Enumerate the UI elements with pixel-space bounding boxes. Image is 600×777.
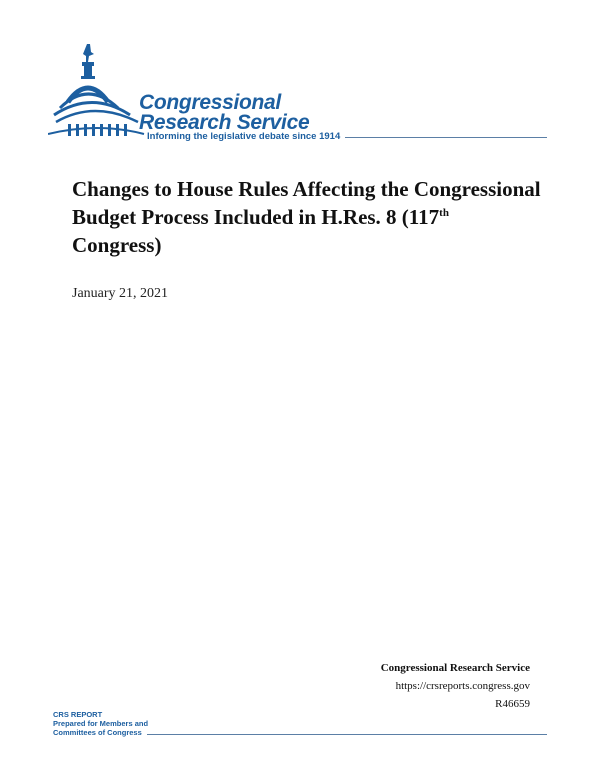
footer-line1: CRS REPORT	[53, 710, 103, 719]
footer-divider	[147, 734, 547, 735]
publisher-url[interactable]: https://crsreports.congress.gov	[395, 680, 530, 692]
report-number: R46659	[495, 698, 530, 710]
capitol-dome-icon	[48, 42, 148, 142]
footer-crs-report	[53, 710, 148, 737]
logo-tagline: Informing the legislative debate since 1914	[147, 131, 341, 142]
crs-logo	[48, 42, 368, 152]
header-divider	[345, 137, 547, 138]
report-title	[72, 175, 542, 259]
logo-name-line1: Congressional	[139, 91, 281, 114]
publisher-org: Congressional Research Service	[380, 662, 530, 674]
footer-line2: Prepared for Members and	[53, 719, 149, 728]
report-date: January 21, 2021	[72, 286, 169, 301]
report-title-main: Changes to House Rules Affecting the Congressional Budget Process Included in H.Res. 8 (117	[72, 177, 541, 229]
publisher-block	[381, 659, 530, 713]
report-title-superscript: th	[439, 207, 449, 219]
report-title-end: Congress)	[72, 233, 162, 257]
logo-name-line2: Research Service	[139, 111, 310, 134]
footer-line3: Committees of Congress	[53, 728, 142, 737]
